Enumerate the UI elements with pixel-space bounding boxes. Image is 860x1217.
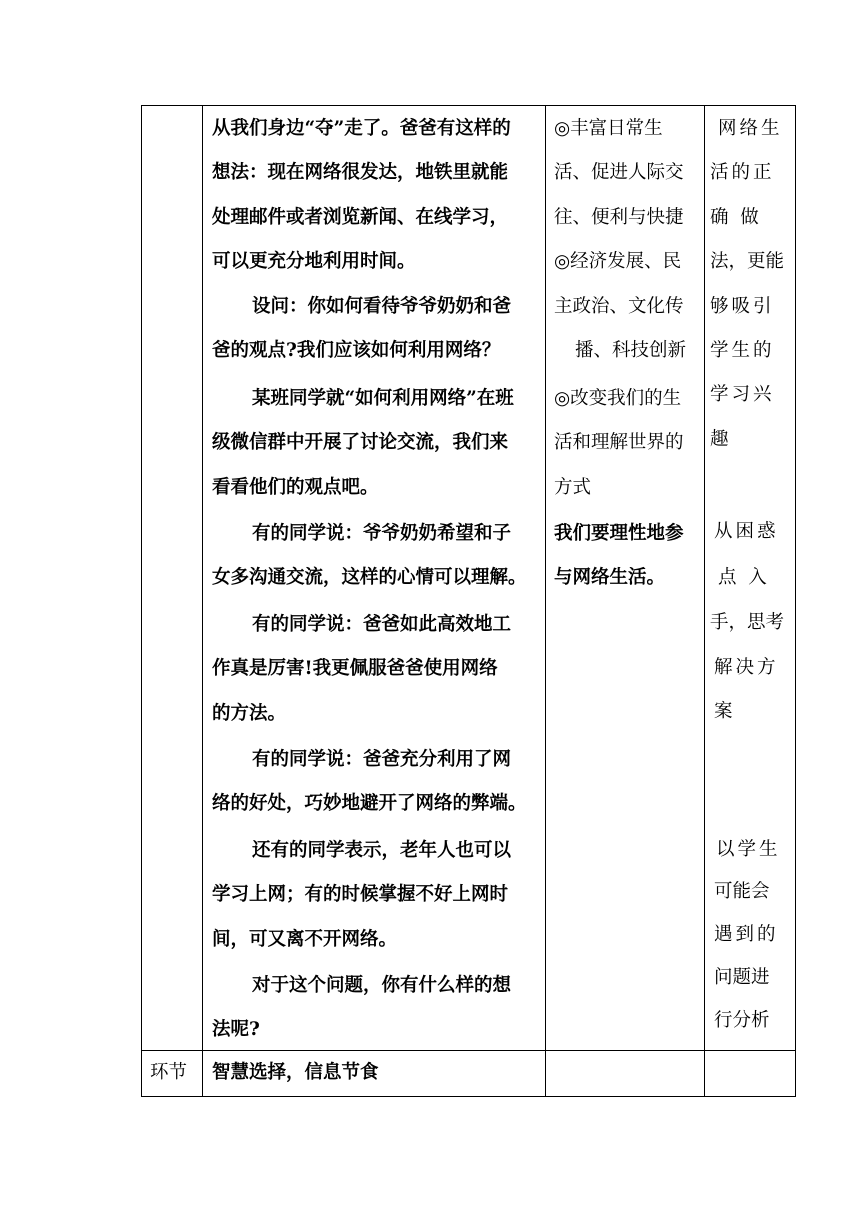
content-line: ◎经济发展、民 (554, 251, 682, 272)
table-border-bottom (141, 1096, 796, 1097)
main-line: 某班同学就“如何利用网络”在班 (252, 388, 514, 409)
intent-line: 确 做 (710, 207, 759, 228)
content-line: 方式 (554, 477, 592, 498)
intent-line: 学生的 (710, 340, 775, 361)
main-line: 的方法。 (212, 703, 287, 724)
intent-line: 趣 (710, 429, 729, 450)
intent-line: 可能会 (714, 881, 770, 902)
main-line: 有的同学说：爷爷奶奶希望和子 (252, 523, 512, 544)
main-line: 作真是厉害!我更佩服爸爸使用网络 (212, 658, 498, 679)
intent-line: 以学生 (716, 839, 781, 860)
intent-line: 解决方 (714, 657, 779, 678)
intent-line: 够吸引 (710, 296, 775, 317)
main-line: 有的同学说：爸爸充分利用了网 (252, 749, 512, 770)
intent-line: 活的正 (710, 162, 775, 183)
content-line: 往、便利与快捷 (554, 207, 684, 228)
main-line: 有的同学说：爸爸如此高效地工 (252, 614, 512, 635)
main-line: 女多沟通交流，这样的心情可以理解。 (212, 567, 527, 588)
content-line: 播、科技创新 (575, 340, 687, 361)
content-line: ◎丰富日常生 (554, 118, 663, 139)
content-line: 活、促进人际交 (554, 162, 684, 183)
main-line: 处理邮件或者浏览新闻、在线学习， (212, 207, 509, 228)
main-line: 对于这个问题，你有什么样的想 (252, 975, 512, 996)
main-line: 可以更充分地利用时间。 (212, 251, 416, 272)
content-key-point-line: 与网络生活。 (554, 567, 666, 588)
intent-line: 案 (714, 701, 733, 722)
main-line: 学习上网；有的时候掌握不好上网时 (212, 884, 509, 905)
main-line: 设问：你如何看待爷爷奶奶和爸 (252, 296, 512, 317)
main-line: 还有的同学表示，老年人也可以 (252, 840, 512, 861)
table-border-left (141, 105, 142, 1096)
intent-line: 学习兴 (710, 384, 775, 405)
main-line: 从我们身边“夺”走了。爸爸有这样的 (212, 118, 511, 139)
section-title: 智慧选择，信息节食 (212, 1062, 379, 1083)
intent-line: 法，更能 (710, 251, 785, 272)
main-line: 法呢? (212, 1019, 260, 1040)
main-line: 看看他们的观点吧。 (212, 477, 379, 498)
content-key-point-line: 我们要理性地参 (554, 523, 684, 544)
intent-line: 问题进 (714, 967, 770, 988)
table-border-right (795, 105, 796, 1096)
section-label: 环节 (150, 1062, 188, 1083)
table-border-top (141, 105, 796, 106)
intent-line: 手，思考 (710, 612, 785, 633)
intent-line: 从困惑 (714, 521, 779, 542)
content-line: 主政治、文化传 (554, 296, 684, 317)
intent-line: 遇到的 (714, 924, 779, 945)
main-line: 间，可又离不开网络。 (212, 929, 398, 950)
main-line: 爸的观点?我们应该如何利用网络？ (212, 340, 501, 361)
table-divider-2 (545, 105, 546, 1096)
main-line: 想法：现在网络很发达，地铁里就能 (212, 162, 509, 183)
intent-line: 行分析 (714, 1010, 770, 1031)
main-line: 级微信群中开展了讨论交流，我们来 (212, 432, 509, 453)
content-line: 活和理解世界的 (554, 432, 684, 453)
intent-line: 点 入 (718, 567, 767, 588)
intent-line: 网络生 (718, 118, 783, 139)
content-line: ◎改变我们的生 (554, 388, 682, 409)
main-line: 络的好处，巧妙地避开了网络的弊端。 (212, 793, 527, 814)
table-divider-3 (704, 105, 705, 1096)
table-divider-1 (202, 105, 203, 1096)
